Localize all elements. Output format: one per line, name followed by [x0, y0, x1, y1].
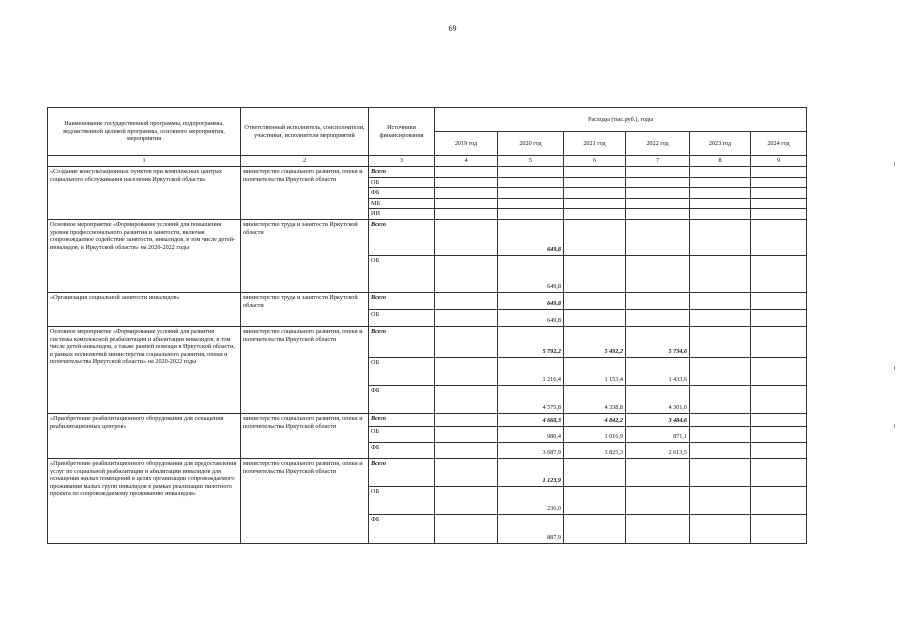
- amount-cell: [564, 188, 626, 199]
- amount-cell: [435, 442, 498, 458]
- amount-cell: [498, 167, 564, 178]
- amount-cell: [564, 219, 626, 255]
- scan-mark: [894, 366, 895, 370]
- scan-mark: [894, 162, 895, 166]
- amount-cell: 1 123,9: [498, 458, 564, 486]
- amount-cell: [564, 458, 626, 486]
- amount-cell: 5 734,6: [626, 326, 690, 357]
- funding-source: ОБ: [369, 426, 435, 442]
- amount-cell: [435, 486, 498, 514]
- funding-source: ОБ: [369, 357, 435, 385]
- amount-cell: 649,8: [498, 309, 564, 326]
- scan-mark: [894, 424, 895, 428]
- amount-cell: [690, 292, 751, 309]
- funding-source: ОБ: [369, 486, 435, 514]
- header-name: Наименование государственной программы, подпрограммы, ведомственной целевой программы, основного мероприятия, мероприятия: [48, 108, 241, 156]
- funding-source: Всего: [369, 167, 435, 178]
- header-executor: Ответственный исполнитель, соисполнители, участники, исполнители мероприятий: [241, 108, 369, 156]
- amount-cell: 4 668,3: [498, 413, 564, 426]
- activity-executor: министерство социального развития, опеки и попечительства Иркутской области: [241, 326, 369, 413]
- funding-source: ИИ: [369, 209, 435, 220]
- amount-cell: 5 492,2: [564, 326, 626, 357]
- column-number: 6: [564, 156, 626, 167]
- amount-cell: 4 575,8: [498, 385, 564, 413]
- amount-cell: [751, 458, 807, 486]
- amount-cell: [626, 167, 690, 178]
- amount-cell: [751, 426, 807, 442]
- amount-cell: [564, 198, 626, 209]
- amount-cell: [564, 209, 626, 220]
- amount-cell: [626, 292, 690, 309]
- header-year: 2023 год: [690, 132, 751, 156]
- amount-cell: 5 792,2: [498, 326, 564, 357]
- activity-name: «Приобретение реабилитационного оборудования для предоставления услуг по социальной реабилитации и абилитации инвалидов для оснащения жилых помещений в целях организации сопровождаемого проживания малых групп инвалидов в рамках реализации пилотного проекта по сопровождаемому проживанию инвалидов»: [48, 458, 241, 543]
- amount-cell: [435, 177, 498, 188]
- activity-executor: министерство социального развития, опеки и попечительства Иркутской области: [241, 167, 369, 220]
- amount-cell: [690, 486, 751, 514]
- funding-source: Всего: [369, 413, 435, 426]
- amount-cell: [690, 167, 751, 178]
- amount-cell: 649,8: [498, 219, 564, 255]
- table-row: [48, 413, 807, 426]
- amount-cell: [751, 255, 807, 292]
- activity-name: «Приобретение реабилитационного оборудования для оснащения реабилитационных центров»: [48, 413, 241, 458]
- amount-cell: [751, 486, 807, 514]
- column-number: 8: [690, 156, 751, 167]
- funding-source: ФБ: [369, 514, 435, 543]
- amount-cell: [564, 486, 626, 514]
- amount-cell: [626, 209, 690, 220]
- amount-cell: [435, 167, 498, 178]
- table-row: [48, 167, 807, 178]
- amount-cell: [690, 209, 751, 220]
- amount-cell: [435, 413, 498, 426]
- column-number: 3: [369, 156, 435, 167]
- funding-source: Всего: [369, 458, 435, 486]
- amount-cell: [498, 188, 564, 199]
- amount-cell: [751, 309, 807, 326]
- amount-cell: [435, 209, 498, 220]
- amount-cell: [690, 385, 751, 413]
- amount-cell: [435, 426, 498, 442]
- amount-cell: [690, 198, 751, 209]
- column-number: 4: [435, 156, 498, 167]
- header-year: 2020 год: [498, 132, 564, 156]
- activity-executor: министерство социального развития, опеки и попечительства Иркутской области: [241, 458, 369, 543]
- table-row: [48, 292, 807, 309]
- amount-cell: 649,8: [498, 292, 564, 309]
- amount-cell: 871,1: [626, 426, 690, 442]
- amount-cell: [626, 177, 690, 188]
- funding-source: Всего: [369, 292, 435, 309]
- table-row: [48, 458, 807, 486]
- amount-cell: 4 842,2: [564, 413, 626, 426]
- amount-cell: [690, 177, 751, 188]
- amount-cell: 649,8: [498, 255, 564, 292]
- amount-cell: [751, 198, 807, 209]
- amount-cell: [626, 219, 690, 255]
- amount-cell: [690, 188, 751, 199]
- page-number: 69: [448, 24, 457, 33]
- amount-cell: [435, 255, 498, 292]
- amount-cell: [435, 458, 498, 486]
- activity-name: Основное мероприятие «Формирование условий для повышения уровня профессионального развития и занятости, включая сопровождаемое содействие занятости, инвалидов, в том числе детей-инвалидов, в Иркутской области» на 2020-2022 годы: [48, 219, 241, 292]
- amount-cell: [690, 458, 751, 486]
- amount-cell: [626, 458, 690, 486]
- amount-cell: [751, 219, 807, 255]
- amount-cell: [690, 357, 751, 385]
- amount-cell: [751, 357, 807, 385]
- header-expenses: Расходы (тыс.руб.), годы: [435, 108, 807, 132]
- column-number: 9: [751, 156, 807, 167]
- funding-source: ОБ: [369, 309, 435, 326]
- amount-cell: 2 613,5: [626, 442, 690, 458]
- amount-cell: [435, 309, 498, 326]
- amount-cell: [751, 209, 807, 220]
- funding-source: ФБ: [369, 385, 435, 413]
- funding-source: Всего: [369, 219, 435, 255]
- amount-cell: 1 216,4: [498, 357, 564, 385]
- amount-cell: 1 433,6: [626, 357, 690, 385]
- table-row: [48, 326, 807, 357]
- funding-source: ФБ: [369, 442, 435, 458]
- amount-cell: [564, 167, 626, 178]
- header-year: 2022 год: [626, 132, 690, 156]
- amount-cell: [498, 209, 564, 220]
- funding-source: Всего: [369, 326, 435, 357]
- amount-cell: 3 687,9: [498, 442, 564, 458]
- amount-cell: 1 016,9: [564, 426, 626, 442]
- amount-cell: [626, 309, 690, 326]
- amount-cell: 887,9: [498, 514, 564, 543]
- amount-cell: [435, 357, 498, 385]
- amount-cell: [751, 177, 807, 188]
- activity-name: Основное мероприятие «Формирование условий для развития системы комплексной реабилитации и абилитации инвалидов, в том числе детей-инвалидов, а также ранней помощи в Иркутской области, в рамках полномочий министерства социального развития, опеки и попечительства Иркутской области» на 2020-2022 годы: [48, 326, 241, 413]
- amount-cell: [435, 219, 498, 255]
- funding-source: ОБ: [369, 255, 435, 292]
- amount-cell: 236,0: [498, 486, 564, 514]
- amount-cell: [626, 198, 690, 209]
- amount-cell: [751, 413, 807, 426]
- amount-cell: 4 338,8: [564, 385, 626, 413]
- amount-cell: [626, 188, 690, 199]
- amount-cell: [690, 413, 751, 426]
- header-year: 2024 год: [751, 132, 807, 156]
- amount-cell: [690, 426, 751, 442]
- amount-cell: [564, 309, 626, 326]
- amount-cell: 3 825,3: [564, 442, 626, 458]
- amount-cell: [690, 326, 751, 357]
- activity-name: «Организация социальной занятости инвалидов»: [48, 292, 241, 326]
- amount-cell: 980,4: [498, 426, 564, 442]
- activity-name: «Создание консультационных пунктов при комплексных центрах социального обслуживания населения Иркутской области»: [48, 167, 241, 220]
- amount-cell: [626, 486, 690, 514]
- amount-cell: [564, 292, 626, 309]
- header-year: 2021 год: [564, 132, 626, 156]
- funding-source: МБ: [369, 198, 435, 209]
- amount-cell: [690, 514, 751, 543]
- amount-cell: [564, 514, 626, 543]
- amount-cell: [751, 326, 807, 357]
- activity-executor: министерство труда и занятости Иркутской области: [241, 219, 369, 292]
- amount-cell: [690, 255, 751, 292]
- funding-source: ОБ: [369, 177, 435, 188]
- amount-cell: [435, 326, 498, 357]
- activity-executor: министерство социального развития, опеки и попечительства Иркутской области: [241, 413, 369, 458]
- amount-cell: [690, 219, 751, 255]
- amount-cell: [751, 292, 807, 309]
- amount-cell: [435, 514, 498, 543]
- activity-executor: министерство труда и занятости Иркутской области: [241, 292, 369, 326]
- column-number: 1: [48, 156, 241, 167]
- funding-source: ФБ: [369, 188, 435, 199]
- header-source: Источники финансирования: [369, 108, 435, 156]
- table-row: [48, 219, 807, 255]
- amount-cell: [435, 385, 498, 413]
- amount-cell: [751, 385, 807, 413]
- amount-cell: [690, 442, 751, 458]
- amount-cell: [751, 442, 807, 458]
- amount-cell: 4 301,0: [626, 385, 690, 413]
- column-number: 7: [626, 156, 690, 167]
- amount-cell: [626, 514, 690, 543]
- column-number: 5: [498, 156, 564, 167]
- amount-cell: [435, 188, 498, 199]
- amount-cell: [690, 309, 751, 326]
- header-year: 2019 год: [435, 132, 498, 156]
- amount-cell: [751, 188, 807, 199]
- amount-cell: [751, 514, 807, 543]
- amount-cell: [498, 198, 564, 209]
- amount-cell: [751, 167, 807, 178]
- amount-cell: [564, 177, 626, 188]
- amount-cell: [435, 198, 498, 209]
- column-number: 2: [241, 156, 369, 167]
- amount-cell: [435, 292, 498, 309]
- amount-cell: 3 484,6: [626, 413, 690, 426]
- amount-cell: 1 153,4: [564, 357, 626, 385]
- amount-cell: [626, 255, 690, 292]
- budget-table: [47, 107, 807, 544]
- amount-cell: [498, 177, 564, 188]
- amount-cell: [564, 255, 626, 292]
